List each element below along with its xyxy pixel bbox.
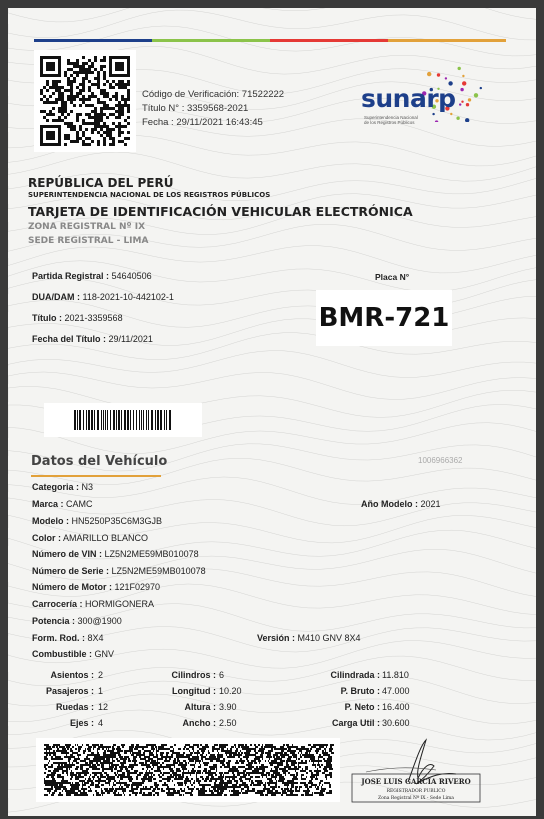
partida-value: 54640506	[111, 271, 152, 281]
color-stripe	[34, 39, 506, 42]
cilindros-label: Cilindros :	[171, 670, 216, 680]
sunarp-logo: sunarp	[361, 84, 456, 113]
asientos-value: 2	[98, 670, 104, 680]
version-label: Versión :	[257, 633, 296, 643]
cilindrada-row	[330, 670, 380, 680]
pasajeros-value: 1	[98, 686, 104, 696]
titulo-value: 2021-3359568	[64, 313, 123, 323]
marca-value: CAMC	[66, 499, 93, 509]
carroceria-label: Carrocería :	[32, 599, 83, 609]
verification-code: Código de Verificación: 71522222	[142, 89, 285, 100]
cilindrada-label: Cilindrada :	[330, 670, 380, 680]
formrod-value: 8X4	[87, 633, 104, 643]
ancho-row	[183, 718, 217, 728]
fecha-titulo-value: 29/11/2021	[108, 334, 153, 344]
heading-sede: SEDE REGISTRAL - LIMA	[28, 236, 149, 246]
formrod-label: Form. Rod. :	[32, 633, 85, 643]
pbruto-row	[341, 686, 380, 696]
pdf417-barcode	[36, 738, 340, 802]
vin-value: LZ5N2ME59MB010078	[104, 549, 199, 559]
altura-value: 3.90	[219, 702, 237, 712]
altura-label: Altura :	[184, 702, 216, 712]
signature-zona: Zona Registral Nº IX - Sede Lima	[378, 796, 454, 801]
cilindrada-value: 11.810	[382, 670, 409, 680]
ruedas-label: Ruedas :	[55, 702, 94, 712]
pneto-label: P. Neto :	[344, 702, 380, 712]
heading-republica: REPÚBLICA DEL PERÚ	[28, 176, 174, 190]
version-value: M410 GNV 8X4	[297, 633, 361, 643]
potencia-value: 300@1900	[77, 616, 122, 626]
vin-label: Número de VIN :	[32, 549, 103, 559]
cilindros-row	[172, 670, 217, 680]
carga-value: 30.600	[382, 718, 410, 728]
carroceria-value: HORMIGONERA	[85, 599, 155, 609]
formrod-row	[32, 633, 104, 643]
dua-label: DUA/DAM :	[32, 292, 80, 302]
modelo-row	[32, 516, 162, 526]
pasajeros-row	[46, 686, 94, 696]
serie-label: Número de Serie :	[32, 566, 110, 576]
verification-info	[142, 88, 284, 130]
version-row	[257, 633, 361, 643]
ejes-value: 4	[98, 718, 104, 728]
heading-zona: ZONA REGISTRAL Nº IX	[28, 222, 146, 232]
ancho-label: Ancho :	[182, 718, 216, 728]
plate-number: BMR-721	[316, 290, 452, 346]
pasajeros-label: Pasajeros :	[45, 686, 94, 696]
potencia-row	[32, 616, 122, 626]
color-value: AMARILLO BLANCO	[63, 533, 149, 543]
asientos-label: Asientos :	[50, 670, 94, 680]
logo-subtitle-line2: de los Registros Públicos	[364, 120, 415, 125]
title-number: Título N° : 3359568-2021	[142, 103, 249, 114]
cilindros-value: 6	[219, 670, 225, 680]
marca-label: Marca :	[32, 499, 64, 509]
serial-number: 1006966362	[418, 456, 463, 465]
heading-tarjeta: TARJETA DE IDENTIFICACIÓN VEHICULAR ELECTRÓNICA	[28, 204, 413, 219]
color-label: Color :	[32, 533, 61, 543]
marca-row	[32, 499, 93, 509]
anio-value: 2021	[420, 499, 441, 509]
anio-row	[361, 499, 441, 509]
vin-row	[32, 549, 199, 559]
serie-value: LZ5N2ME59MB010078	[111, 566, 206, 576]
pbruto-label: P. Bruto :	[340, 686, 380, 696]
titulo-label: Título :	[32, 313, 62, 323]
vehicle-card	[8, 8, 536, 816]
altura-row	[185, 702, 217, 712]
combustible-label: Combustible :	[32, 649, 92, 659]
modelo-label: Modelo :	[32, 516, 69, 526]
section-underline	[31, 475, 161, 477]
barcode	[44, 403, 202, 437]
logo-subtitle-line1: Superintendencia Nacional	[364, 115, 418, 120]
section-title: Datos del Vehículo	[31, 454, 168, 469]
dua-row	[32, 292, 174, 302]
motor-label: Número de Motor :	[32, 582, 112, 592]
anio-label: Año Modelo :	[361, 499, 418, 509]
motor-row	[32, 582, 160, 592]
modelo-value: HN5250P35C6M3GJB	[71, 516, 163, 526]
carga-label: Carga Util :	[331, 718, 380, 728]
carroceria-row	[32, 599, 154, 609]
ejes-label: Ejes :	[69, 718, 94, 728]
ancho-value: 2.50	[219, 718, 237, 728]
longitud-row	[172, 686, 216, 696]
qr-code	[34, 50, 136, 152]
pbruto-value: 47.000	[382, 686, 410, 696]
asientos-row	[50, 670, 94, 680]
fecha-titulo-label: Fecha del Título :	[32, 334, 107, 344]
dua-value: 118-2021-10-442102-1	[82, 292, 174, 302]
potencia-label: Potencia :	[32, 616, 76, 626]
categoria-value: N3	[81, 482, 94, 492]
heading-superintendencia: SUPERINTENDENCIA NACIONAL DE LOS REGISTROS PÚBLICOS	[28, 191, 271, 199]
partida-label: Partida Registral :	[32, 271, 110, 281]
ejes-row	[70, 718, 94, 728]
pneto-value: 16.400	[382, 702, 410, 712]
combustible-row	[32, 649, 114, 659]
longitud-value: 10.20	[219, 686, 242, 696]
logo-subtitle	[364, 115, 444, 125]
serie-row	[32, 566, 206, 576]
signature-stamp	[346, 736, 486, 804]
motor-value: 121F02970	[114, 582, 161, 592]
titulo-row	[32, 313, 123, 323]
pneto-row	[345, 702, 380, 712]
issue-date: Fecha : 29/11/2021 16:43:45	[142, 117, 263, 128]
longitud-label: Longitud :	[172, 686, 216, 696]
combustible-value: GNV	[94, 649, 115, 659]
plate-label: Placa N°	[375, 272, 410, 282]
ruedas-value: 12	[98, 702, 109, 712]
signature-name: JOSE LUIS GARCIA RIVERO	[361, 777, 471, 786]
fecha-titulo-row	[32, 334, 153, 344]
carga-row	[332, 718, 380, 728]
categoria-row	[32, 482, 93, 492]
categoria-label: Categoria :	[32, 482, 80, 492]
color-row	[32, 533, 148, 543]
ruedas-row	[56, 702, 94, 712]
signature-cargo: REGISTRADOR PUBLICO	[386, 789, 446, 794]
partida-row	[32, 271, 152, 281]
